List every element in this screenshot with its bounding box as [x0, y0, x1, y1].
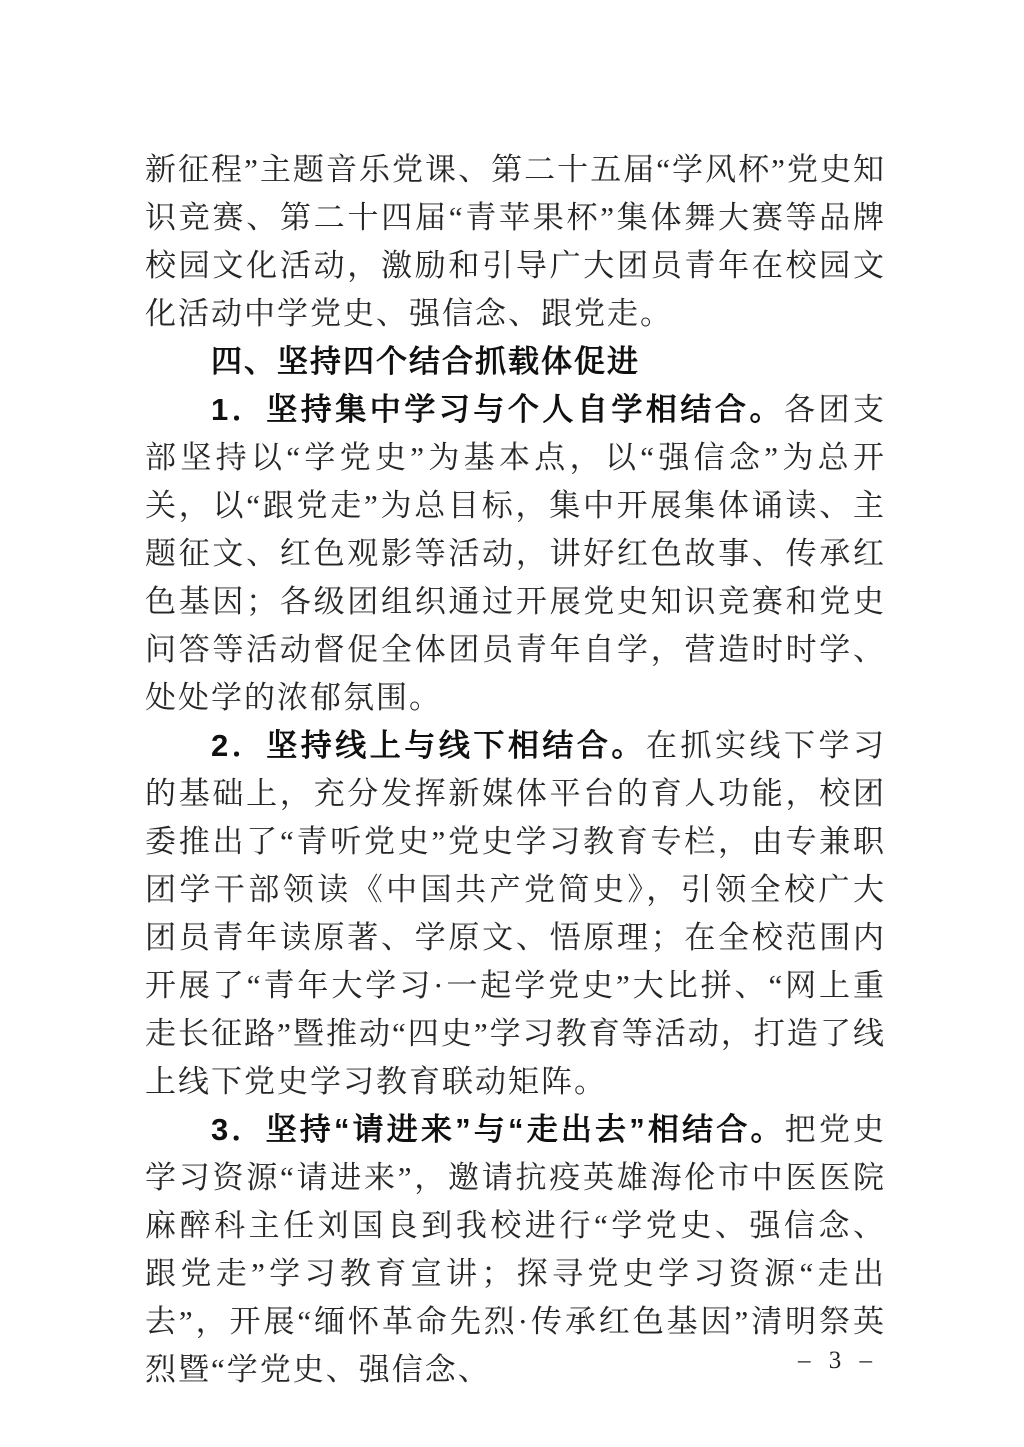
paragraph-continuation: [145, 146, 886, 338]
paragraph-2-text: 在抓实线下学习的基础上，充分发挥新媒体平台的育人功能，校团委推出了“青听党史”党史学习教育专栏，由专兼职团学干部领读《中国共产党简史》，引领全校广大团员青年读原著、学原文、悟原理；在全校范围内开展了“青年大学习·一起学党史”大比拼、“网上重走长征路”暨推动“四史”学习教育等活动，打造了线上线下党史学习教育联动矩阵。: [145, 728, 887, 1099]
paragraph-3-text: 把党史学习资源“请进来”，邀请抗疫英雄海伦市中医医院麻醉科主任刘国良到我校进行“学党史、强信念、跟党走”学习教育宣讲；探寻党史学习资源“走出去”，开展“缅怀革命先烈·传承红色基因”清明祭英烈暨“学党史、强信念、: [145, 1112, 886, 1387]
paragraph-3-lead: 3．坚持“请进来”与“走出去”相结合。: [211, 1112, 785, 1147]
paragraph-continuation-text: 新征程”主题音乐党课、第二十五届“学风杯”党史知识竞赛、第二十四届“青苹果杯”集体舞大赛等品牌校园文化活动，激励和引导广大团员青年在校园文化活动中学党史、强信念、跟党走。: [145, 152, 886, 331]
paragraph-2: [145, 722, 886, 1106]
paragraph-1: [145, 386, 886, 722]
document-page: [145, 146, 886, 1394]
paragraph-1-text: 各团支部坚持以“学党史”为基本点，以“强信念”为总开关，以“跟党走”为总目标，集中开展集体诵读、主题征文、红色观影等活动，讲好红色故事、传承红色基因；各级团组织通过开展党史知识竞赛和党史问答等活动督促全体团员青年自学，营造时时学、处处学的浓郁氛围。: [145, 392, 886, 715]
paragraph-1-lead: 1．坚持集中学习与个人自学相结合。: [211, 392, 784, 427]
paragraph-3: [145, 1106, 886, 1394]
page-number: – 3 –: [798, 1347, 878, 1374]
paragraph-2-lead: 2．坚持线上与线下相结合。: [211, 728, 646, 763]
section-heading: 四、坚持四个结合抓载体促进: [211, 344, 640, 379]
